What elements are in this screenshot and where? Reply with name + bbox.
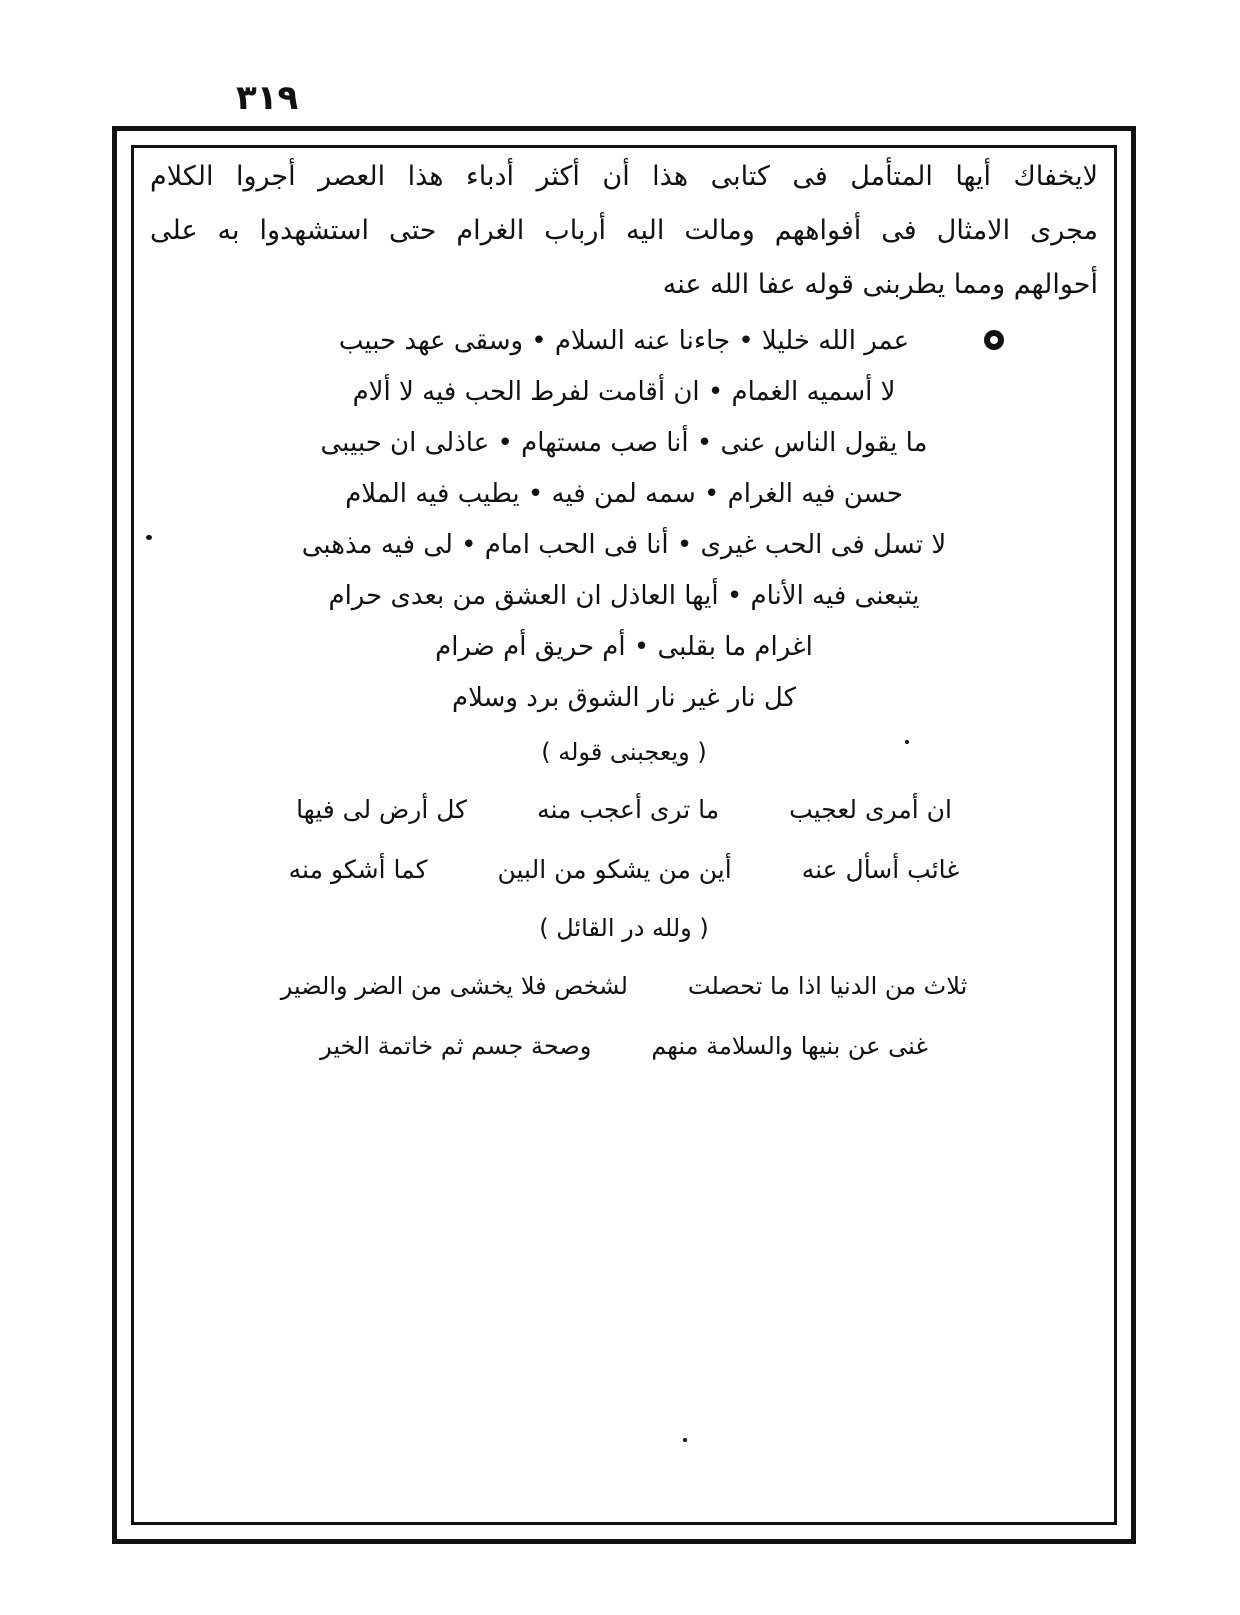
page-content: [140, 150, 1108, 1076]
couplet-part: ما ترى أعجب منه: [537, 795, 720, 824]
couplet-hemistich: وصحة جسم ثم خاتمة الخير: [320, 1032, 592, 1060]
poem-block: [140, 316, 1108, 724]
couplet-hemistich: ثلاث من الدنيا اذا ما تحصلت: [687, 972, 968, 1000]
couplet-part: كل أرض لى فيها: [296, 795, 468, 824]
prose-line: لايخفاك أيها المتأمل فى كتابى هذا أن أكثر أدباء هذا العصر أجروا الكلام: [150, 161, 1098, 192]
page-number: ٣١٩: [236, 78, 299, 118]
prose-line: أحوالهم ومما يطربنى قوله عفا الله عنه: [662, 269, 1098, 300]
ink-speck: [683, 1438, 687, 1442]
poem-line: يتبعنى فيه الأنام • أيها العاذل ان العشق من بعدى حرام: [328, 581, 920, 611]
prose-paragraph: [140, 150, 1108, 312]
section-heading: ( ويعجبنى قوله ): [541, 738, 707, 766]
couplet-line: [140, 780, 1108, 840]
couplet-hemistich: لشخص فلا يخشى من الضر والضير: [280, 972, 628, 1000]
poem-line: لا تسل فى الحب غيرى • أنا فى الحب امام • لى فيه مذهبى: [301, 530, 947, 560]
ink-speck: [146, 535, 152, 540]
couplet-part: كما أشكو منه: [288, 855, 428, 884]
couplet-block: [140, 956, 1108, 1076]
poem-line: اغرام ما بقلبى • أم حريق أم ضرام: [435, 632, 813, 662]
couplet-line: [140, 956, 1108, 1016]
couplet-block: [140, 780, 1108, 900]
poem-line: عمر الله خليلا • جاءنا عنه السلام • وسقى عهد حبيب: [338, 326, 910, 356]
section-heading: ( ولله در القائل ): [539, 914, 709, 942]
couplet-part: أين من يشكو من البين: [497, 855, 732, 884]
couplet-part: غائب أسأل عنه: [801, 855, 960, 884]
couplet-hemistich: غنى عن بنيها والسلامة منهم: [651, 1032, 928, 1060]
poem-line: لا أسميه الغمام • ان أقامت لفرط الحب فيه لا ألام: [352, 377, 896, 407]
couplet-part: ان أمرى لعجيب: [789, 795, 952, 824]
poem-line: كل نار غير نار الشوق برد وسلام: [452, 683, 796, 713]
poem-line: حسن فيه الغرام • سمه لمن فيه • يطيب فيه الملام: [345, 479, 903, 509]
ink-speck: [905, 740, 909, 744]
poem-line: ما يقول الناس عنى • أنا صب مستهام • عاذلى ان حبيبى: [320, 428, 928, 458]
couplet-line: [140, 1016, 1108, 1076]
couplet-line: [140, 840, 1108, 900]
prose-line: مجرى الامثال فى أفواههم ومالت اليه أرباب الغرام حتى استشهدوا به على: [150, 215, 1098, 246]
